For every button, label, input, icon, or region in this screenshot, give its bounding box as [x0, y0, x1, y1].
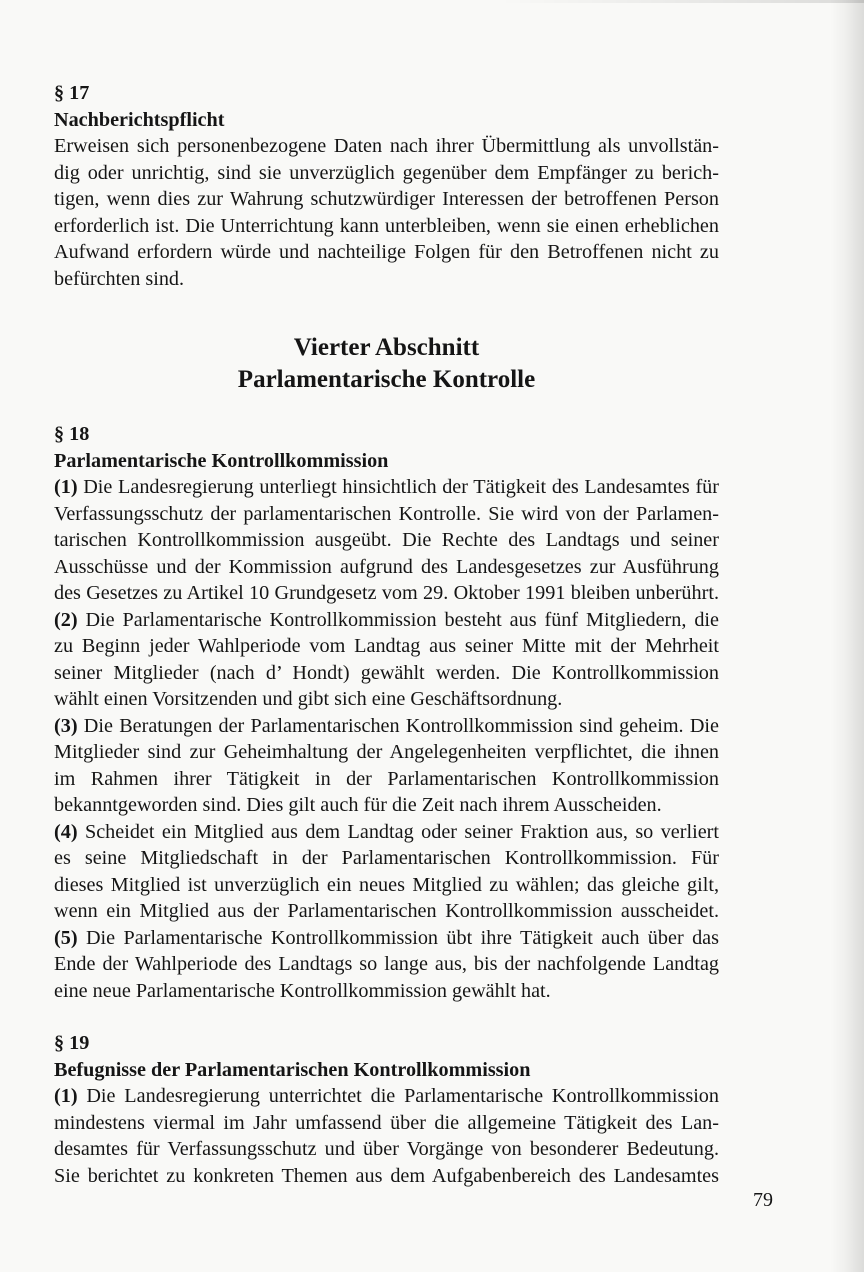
text-line: mindestens viermal im Jahr umfassend über die allgemeine Tätigkeit des Lan- [54, 1111, 719, 1134]
text-line: Erweisen sich personenbezogene Daten nach ihrer Übermittlung als unvollstän- [54, 135, 719, 157]
text-line: Ende der Wahlperiode des Landtags so lange aus, bis der nachfolgende Landtag [54, 953, 719, 975]
section-18 [54, 421, 719, 1004]
text-line: eine neue Parlamentarische Kontrollkommission gewählt hat. [54, 979, 551, 1002]
text-line: Sie berichtet zu konkreten Themen aus dem Aufgabenbereich des Landesamtes [54, 1164, 719, 1187]
text-line: Aufwand erfordern würde und nachteilige Folgen für den Betroffenen nicht zu [54, 241, 719, 263]
text-line: des Gesetzes zu Artikel 10 Grundgesetz vom 29. Oktober 1991 bleiben unberührt. [54, 582, 719, 604]
paragraph-title-17: Nachberichtspflicht [54, 108, 225, 131]
text-line: wählt einen Vorsitzenden und gibt sich eine Geschäftsordnung. [54, 688, 563, 710]
text-line: desamtes für Verfassungsschutz und über Vorgänge von besonderer Bedeutung. [54, 1138, 719, 1160]
text-fragment: Die Beratungen der Parlamentarischen Kontrollkommission sind geheim. Die [77, 714, 719, 737]
text-line: bekanntgeworden sind. Dies gilt auch für die Zeit nach ihrem Ausscheiden. [54, 794, 662, 816]
paragraph-title-18: Parlamentarische Kontrollkommission [54, 449, 389, 472]
paragraph-number-17: § 17 [54, 82, 90, 104]
text-line: wenn ein Mitglied aus der Parlamentarischen Kontrollkommission ausscheidet. [54, 900, 719, 922]
text-line: dig oder unrichtig, sind sie unverzüglich gegenüber dem Empfänger zu berich- [54, 161, 719, 184]
text-line: tigen, wenn dies zur Wahrung schutzwürdiger Interessen der betroffenen Person [54, 188, 719, 210]
paragraph-number-18: § 18 [54, 423, 90, 445]
page-edge-shadow [830, 0, 864, 1272]
text-line: es seine Mitgliedschaft in der Parlamentarischen Kontrollkommission. Für [54, 847, 719, 869]
section-heading [54, 332, 719, 396]
text-line: dieses Mitglied ist unverzüglich ein neues Mitglied zu wählen; das gleiche gilt, [54, 873, 719, 896]
text-line: Ausschüsse und der Kommission aufgrund des Landesgesetzes zur Ausführung [54, 555, 719, 578]
text-fragment: Scheidet ein Mitglied aus dem Landtag oder seiner Fraktion aus, so verliert [77, 820, 719, 843]
scan-top-edge [500, 0, 864, 3]
text-fragment: Die Landesregierung unterrichtet die Parlamentarische Kontrollkommission [77, 1085, 719, 1107]
subparagraph-first-line [54, 474, 719, 501]
subparagraph-number: (3) [54, 714, 78, 737]
text-fragment: Die Landesregierung unterliegt hinsichtlich der Tätigkeit des Landesamtes für [77, 476, 719, 498]
section-17 [54, 80, 719, 292]
text-line: erforderlich ist. Die Unterrichtung kann unterbleiben, wenn sie einen erheblichen [54, 214, 719, 237]
page-number: 79 [753, 1189, 773, 1211]
text-line: Mitglieder sind zur Geheimhaltung der Angelegenheiten verpflichtet, die ihnen [54, 741, 719, 763]
text-fragment: Die Parlamentarische Kontrollkommission übt ihre Tätigkeit auch über das [77, 926, 719, 949]
subparagraph-first-line [54, 713, 719, 740]
subparagraph-first-line [54, 925, 719, 952]
subparagraph-number: (5) [54, 926, 78, 949]
subparagraph-number: (2) [54, 608, 78, 631]
subparagraph-number: (4) [54, 820, 78, 843]
section-heading-subtitle: Parlamentarische Kontrolle [237, 366, 536, 393]
text-line: seiner Mitglieder (nach d’ Hondt) gewählt werden. Die Kontrollkommission [54, 661, 719, 684]
text-line: zu Beginn jeder Wahlperiode vom Landtag aus seiner Mitte mit der Mehrheit [54, 635, 719, 657]
subparagraph-first-line [54, 607, 719, 634]
subparagraph-number: (1) [54, 1085, 78, 1107]
text-line: Verfassungsschutz der parlamentarischen Kontrolle. Sie wird von der Parlamen- [54, 502, 719, 525]
section-heading-title: Vierter Abschnitt [293, 334, 480, 361]
text-line: tarischen Kontrollkommission ausgeübt. Die Rechte des Landtags und seiner [54, 529, 719, 551]
text-fragment: Die Parlamentarische Kontrollkommission besteht aus fünf Mitgliedern, die [77, 608, 719, 631]
page-content [54, 80, 719, 1189]
subparagraph-first-line [54, 819, 719, 846]
text-line: befürchten sind. [54, 267, 185, 290]
paragraph-number-19: § 19 [54, 1032, 90, 1054]
subparagraph-number: (1) [54, 476, 78, 498]
section-19 [54, 1030, 719, 1189]
paragraph-title-19: Befugnisse der Parlamentarischen Kontrollkommission [54, 1058, 531, 1081]
text-line: im Rahmen ihrer Tätigkeit in der Parlamentarischen Kontrollkommission [54, 767, 719, 790]
subparagraph-first-line [54, 1083, 719, 1110]
